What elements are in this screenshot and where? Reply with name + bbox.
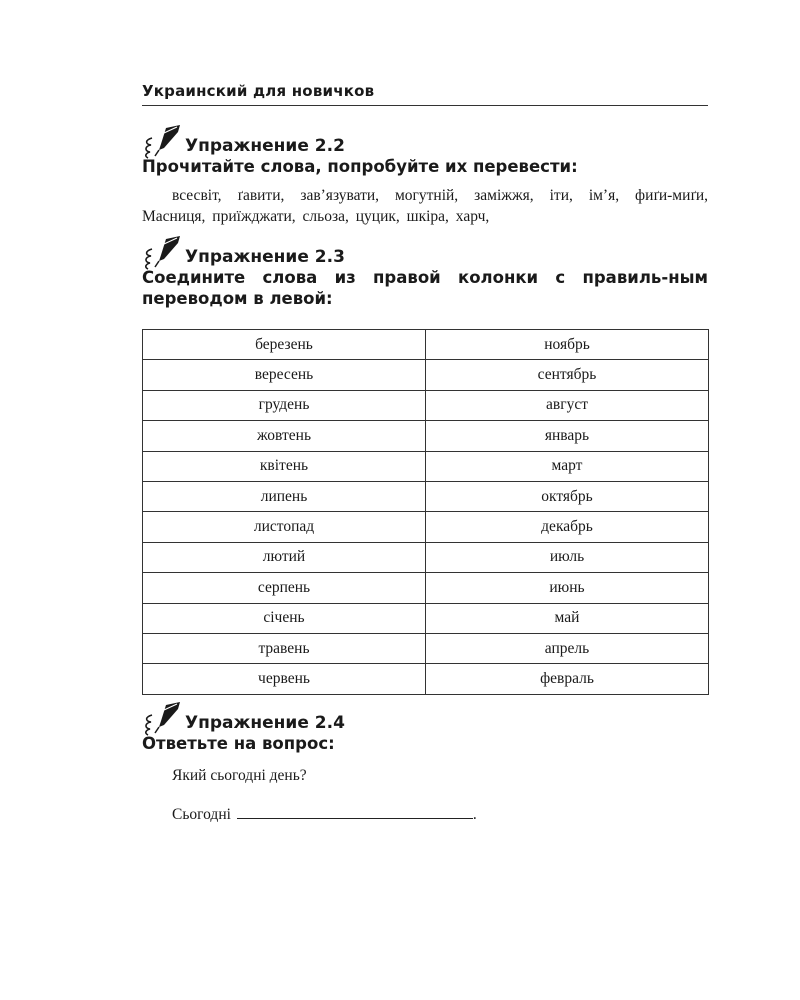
ukrainian-month-cell: серпень	[143, 573, 426, 603]
exercise-title: Упражнение 2.2	[185, 136, 345, 156]
table-row	[143, 390, 709, 420]
table-row	[143, 512, 709, 542]
quill-icon	[142, 701, 184, 737]
russian-month-cell: март	[426, 451, 709, 481]
exercise-2-3	[142, 235, 708, 695]
russian-month-cell: декабрь	[426, 512, 709, 542]
answer-suffix: .	[472, 805, 477, 823]
russian-month-cell: февраль	[426, 664, 709, 694]
table-row	[143, 451, 709, 481]
table-row	[143, 481, 709, 511]
exercise-task: Ответьте на вопрос:	[142, 733, 335, 753]
ukrainian-month-cell: жовтень	[143, 421, 426, 451]
table-row	[143, 421, 709, 451]
book-page	[142, 80, 708, 825]
russian-month-cell: август	[426, 390, 709, 420]
answer-blank[interactable]	[237, 804, 473, 819]
ukrainian-month-cell: травень	[143, 633, 426, 663]
ukrainian-month-cell: лютий	[143, 542, 426, 572]
russian-month-cell: январь	[426, 421, 709, 451]
ukrainian-month-cell: липень	[143, 481, 426, 511]
exercise-task: Соедините слова из правой колонки с правиль-ным переводом в левой:	[142, 268, 708, 308]
answer-prefix: Сьогодні	[172, 805, 231, 823]
russian-month-cell: июнь	[426, 573, 709, 603]
exercise-task: Прочитайте слова, попробуйте их перевести:	[142, 157, 578, 176]
russian-month-cell: октябрь	[426, 481, 709, 511]
exercise-title: Упражнение 2.3	[185, 247, 345, 267]
exercise-2-2	[142, 124, 708, 227]
running-head: Украинский для новичков	[142, 82, 375, 100]
exercise-heading	[142, 235, 708, 267]
table-row	[143, 542, 709, 572]
question-text: Який сьогодні день?	[172, 766, 307, 784]
exercise-heading	[142, 701, 708, 733]
russian-month-cell: сентябрь	[426, 360, 709, 390]
month-matching-table	[142, 329, 709, 695]
quill-icon	[142, 124, 184, 160]
russian-month-cell: ноябрь	[426, 330, 709, 360]
ukrainian-month-cell: грудень	[143, 390, 426, 420]
ukrainian-month-cell: квітень	[143, 451, 426, 481]
word-list: всесвіт, ґавити, зав’язувати, могутній, заміжжя, іти, ім’я, фиґи-миґи, Масниця, приїжджати, сльоза, цуцик, шкіра, харч,	[142, 187, 708, 225]
exercise-heading	[142, 124, 708, 156]
ukrainian-month-cell: червень	[143, 664, 426, 694]
russian-month-cell: июль	[426, 542, 709, 572]
ukrainian-month-cell: вересень	[143, 360, 426, 390]
exercise-title: Упражнение 2.4	[185, 712, 345, 733]
table-row	[143, 603, 709, 633]
table-row	[143, 633, 709, 663]
russian-month-cell: май	[426, 603, 709, 633]
answer-line	[172, 804, 708, 825]
russian-month-cell: апрель	[426, 633, 709, 663]
quill-icon	[142, 235, 184, 271]
exercise-2-4	[142, 701, 708, 825]
table-row	[143, 330, 709, 360]
ukrainian-month-cell: березень	[143, 330, 426, 360]
ukrainian-month-cell: листопад	[143, 512, 426, 542]
header-rule	[142, 105, 708, 106]
table-row	[143, 664, 709, 694]
table-row	[143, 573, 709, 603]
ukrainian-month-cell: січень	[143, 603, 426, 633]
table-row	[143, 360, 709, 390]
